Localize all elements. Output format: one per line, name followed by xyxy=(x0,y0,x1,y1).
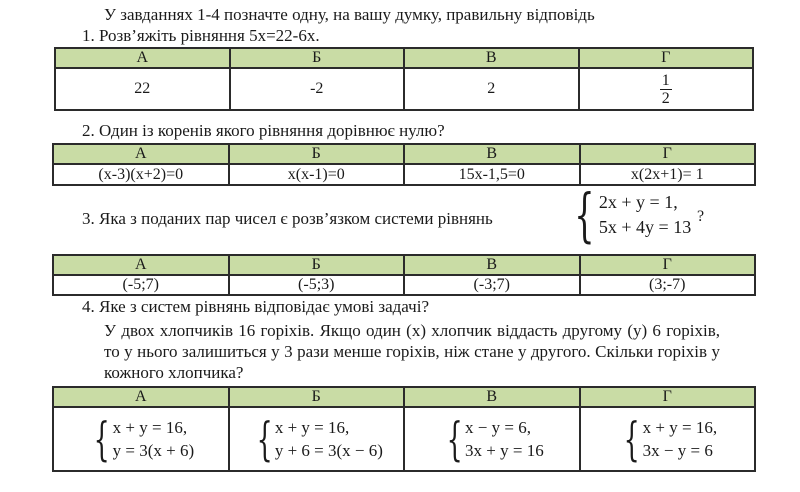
answer-cell[interactable]: 22 xyxy=(55,68,230,110)
header-g: Г xyxy=(580,144,756,164)
equation-system xyxy=(617,412,718,466)
header-g: Г xyxy=(579,48,754,68)
question-1-answer-table xyxy=(54,47,754,111)
answer-cell[interactable] xyxy=(580,407,756,471)
header-v: В xyxy=(404,255,580,275)
answer-cell[interactable]: 2 xyxy=(404,68,579,110)
system-equation-1: 2x + y = 1, xyxy=(598,192,678,212)
system-equation-2: y = 3(x + 6) xyxy=(112,441,195,460)
answer-cell[interactable]: (-3;7) xyxy=(404,275,580,295)
brace-icon: { xyxy=(446,412,463,466)
system-equation-1: x − y = 6, xyxy=(465,418,531,437)
answer-cell[interactable]: 15x-1,5=0 xyxy=(404,164,580,185)
brace-icon: { xyxy=(256,412,273,466)
brace-icon: { xyxy=(623,412,641,466)
brace-icon: { xyxy=(574,181,595,249)
system-equation-2: 3x − y = 6 xyxy=(642,441,713,460)
header-b: Б xyxy=(230,48,405,68)
header-a: А xyxy=(53,255,229,275)
instruction-text: У завданнях 1-4 позначте одну, на вашу думку, правильну відповідь xyxy=(104,5,595,24)
equation-system xyxy=(87,412,195,466)
header-v: В xyxy=(404,387,580,407)
header-a: А xyxy=(55,48,230,68)
question-3-system xyxy=(566,181,692,249)
header-a: А xyxy=(53,387,229,407)
header-a: А xyxy=(53,144,229,164)
header-g: Г xyxy=(580,387,756,407)
system-equation-2: 3x + y = 16 xyxy=(465,441,544,460)
question-4-text: 4. Яке з систем рівнянь відповідає умові задачі? xyxy=(82,297,429,316)
answer-cell[interactable]: (3;-7) xyxy=(580,275,756,295)
system-equation-2: 5x + 4y = 13 xyxy=(598,217,692,237)
answer-cell[interactable] xyxy=(53,407,229,471)
question-mark: ? xyxy=(697,208,705,225)
system-equation-2: y + 6 = 3(x − 6) xyxy=(274,441,383,460)
equation-system xyxy=(250,412,383,466)
answer-cell[interactable] xyxy=(229,407,405,471)
answer-cell[interactable]: x(x-1)=0 xyxy=(229,164,405,185)
header-b: Б xyxy=(229,144,405,164)
brace-icon: { xyxy=(93,412,111,466)
fraction-numerator: 1 xyxy=(661,71,670,89)
header-v: В xyxy=(404,48,579,68)
header-v: В xyxy=(404,144,580,164)
answer-cell[interactable]: (-5;7) xyxy=(53,275,229,295)
answer-cell[interactable] xyxy=(579,68,754,110)
question-3-text: 3. Яка з поданих пар чисел є розв’язком системи рівнянь xyxy=(82,209,493,228)
header-b: Б xyxy=(229,255,405,275)
answer-cell[interactable] xyxy=(404,407,580,471)
equation-system xyxy=(440,412,544,466)
question-2-answer-table xyxy=(52,143,756,186)
answer-cell[interactable]: (-5;3) xyxy=(229,275,405,295)
system-equation-1: x + y = 16, xyxy=(274,418,350,437)
question-4-problem: У двох хлопчиків 16 горіхів. Якщо один (x) хлопчик віддасть другому (y) 6 горіхів, то у нього залишиться у 3 рази менше горіхів, ніж стане у другого. Скільки горіхів у кожного хлопчика? xyxy=(104,321,720,382)
answer-cell[interactable]: -2 xyxy=(230,68,405,110)
question-3-answer-table xyxy=(52,254,756,296)
answer-cell[interactable]: x(2x+1)= 1 xyxy=(580,164,756,185)
header-g: Г xyxy=(580,255,756,275)
fraction-denominator: 2 xyxy=(661,89,670,107)
question-4-answer-table xyxy=(52,386,756,472)
question-2-text: 2. Один із коренів якого рівняння дорівнює нулю? xyxy=(82,121,445,140)
question-1-text: 1. Розв’яжіть рівняння 5x=22-6x. xyxy=(82,26,320,45)
fraction xyxy=(660,72,672,107)
system-equation-1: x + y = 16, xyxy=(642,418,718,437)
system-equation-1: x + y = 16, xyxy=(112,418,188,437)
header-b: Б xyxy=(229,387,405,407)
answer-cell[interactable]: (x-3)(x+2)=0 xyxy=(53,164,229,185)
